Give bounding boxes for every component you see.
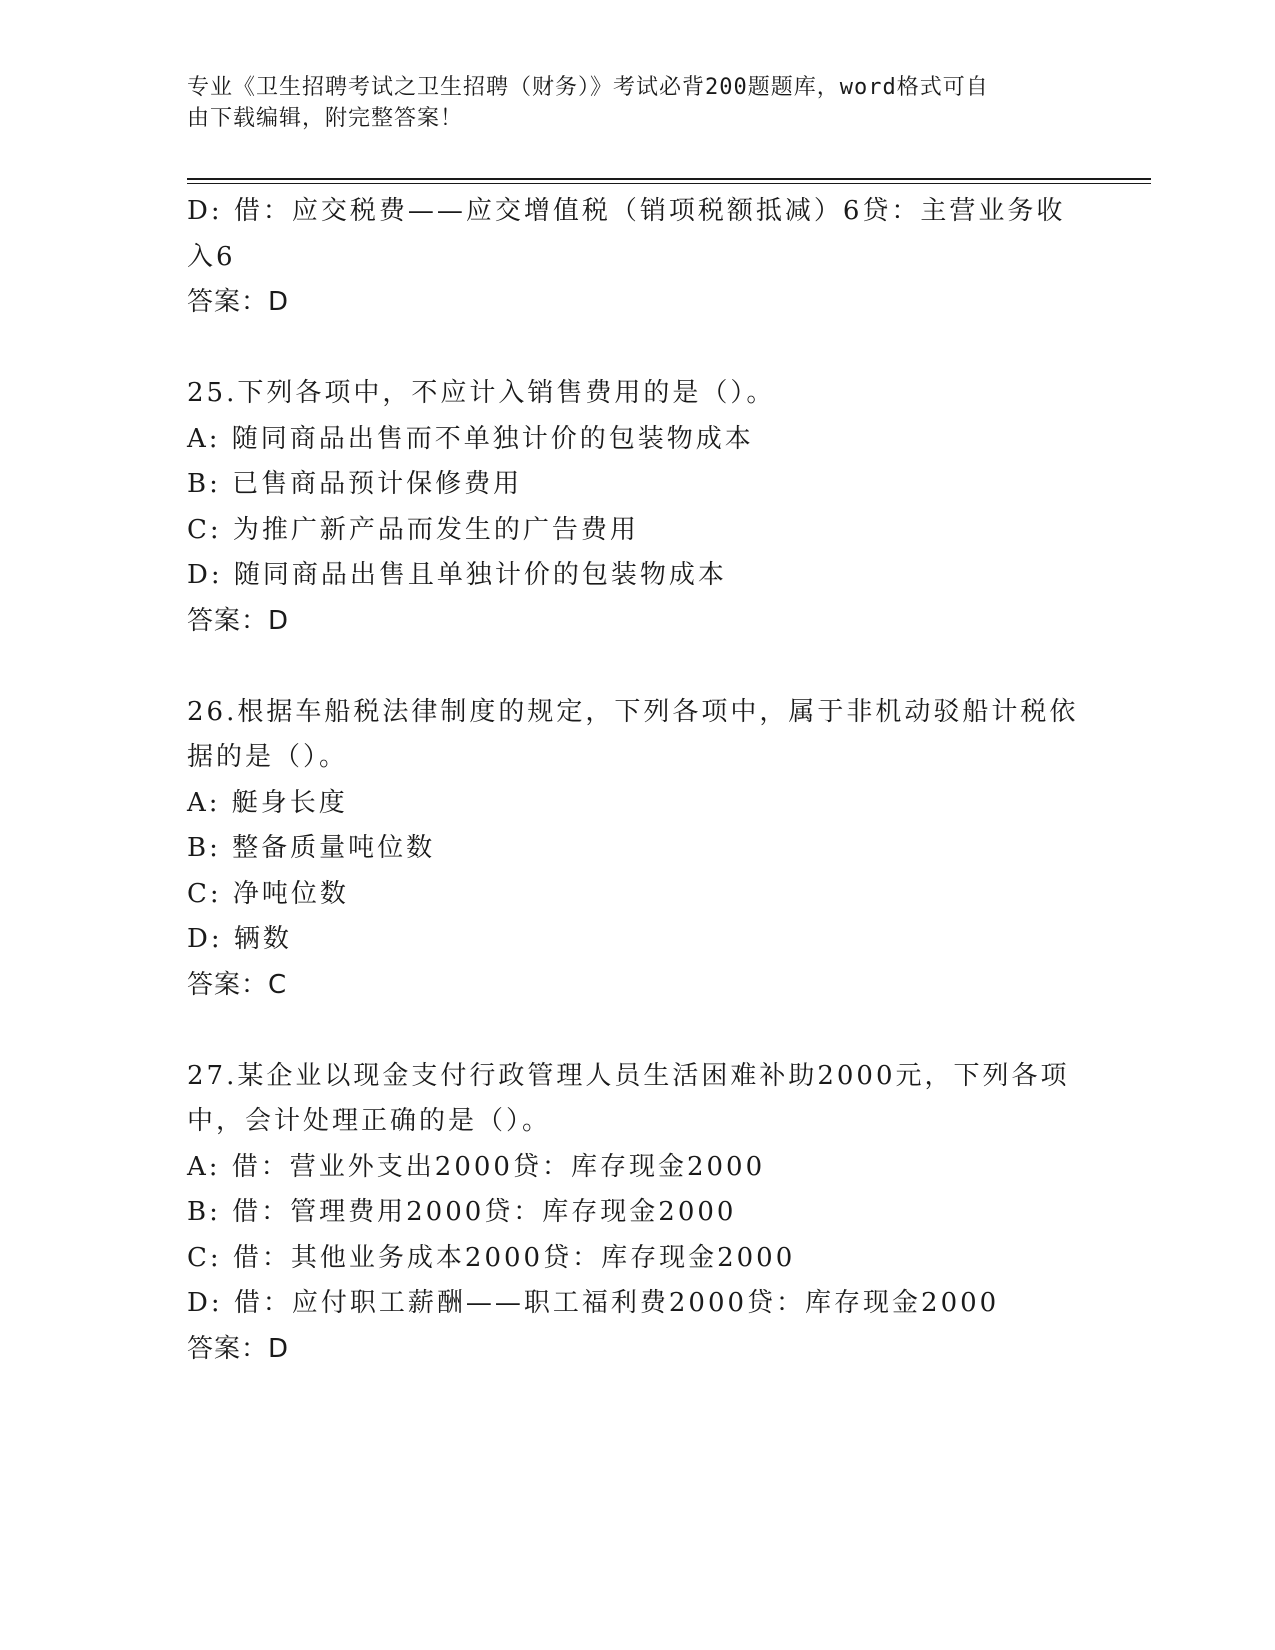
spacer bbox=[187, 1008, 1087, 1054]
question-stem: 25.下列各项中，不应计入销售费用的是（）。 bbox=[187, 378, 776, 408]
header-divider-thick bbox=[187, 178, 1151, 180]
option-d: D: 辆数 bbox=[187, 924, 292, 954]
option-c: C: 借：其他业务成本2000贷：库存现金2000 bbox=[187, 1242, 796, 1273]
option-d: D: 随同商品出售且单独计价的包装物成本 bbox=[187, 560, 727, 590]
header-line-1: 专业《卫生招聘考试之卫生招聘（财务）》考试必背200题题库，word格式可自 bbox=[187, 75, 989, 100]
document-header bbox=[187, 72, 1067, 134]
question-stem: 27.某企业以现金支付行政管理人员生活困难补助2000元，下列各项 bbox=[187, 1060, 1070, 1091]
option-c: C: 净吨位数 bbox=[187, 878, 349, 909]
option-b: B: 已售商品预计保修费用 bbox=[187, 469, 523, 499]
question-27 bbox=[187, 1054, 1087, 1373]
header-line-2: 由下载编辑，附完整答案！ bbox=[187, 106, 464, 131]
spacer bbox=[187, 326, 1087, 372]
answer-line: 答案：D bbox=[187, 1333, 290, 1364]
option-a: A: 借：营业外支出2000贷：库存现金2000 bbox=[187, 1151, 766, 1182]
option-b: B: 整备质量吨位数 bbox=[187, 833, 436, 863]
header-divider-thin bbox=[187, 183, 1151, 184]
option-d-continued: 入6 bbox=[187, 241, 236, 272]
option-a: A: 随同商品出售而不单独计价的包装物成本 bbox=[187, 423, 754, 454]
option-b: B: 借：管理费用2000贷：库存现金2000 bbox=[187, 1197, 737, 1227]
question-stem: 26.根据车船税法律制度的规定，下列各项中，属于非机动驳船计税依 bbox=[187, 696, 1079, 727]
question-content bbox=[187, 189, 1087, 1372]
answer-line: 答案：C bbox=[187, 969, 288, 1000]
option-a: A: 艇身长度 bbox=[187, 787, 348, 818]
spacer bbox=[187, 644, 1087, 690]
question-25 bbox=[187, 371, 1087, 644]
answer-line: 答案：D bbox=[187, 605, 290, 636]
question-26 bbox=[187, 690, 1087, 1009]
question-stem-continued: 中，会计处理正确的是（）。 bbox=[187, 1106, 552, 1136]
answer-line: 答案：D bbox=[187, 287, 290, 317]
option-c: C: 为推广新产品而发生的广告费用 bbox=[187, 514, 639, 545]
previous-question-tail bbox=[187, 189, 1087, 326]
question-stem-continued: 据的是（）。 bbox=[187, 742, 349, 772]
option-d: D: 借：应付职工薪酬——职工福利费2000贷：库存现金2000 bbox=[187, 1288, 1000, 1318]
option-d: D: 借：应交税费——应交增值税（销项税额抵减）6贷：主营业务收 bbox=[187, 196, 1066, 226]
